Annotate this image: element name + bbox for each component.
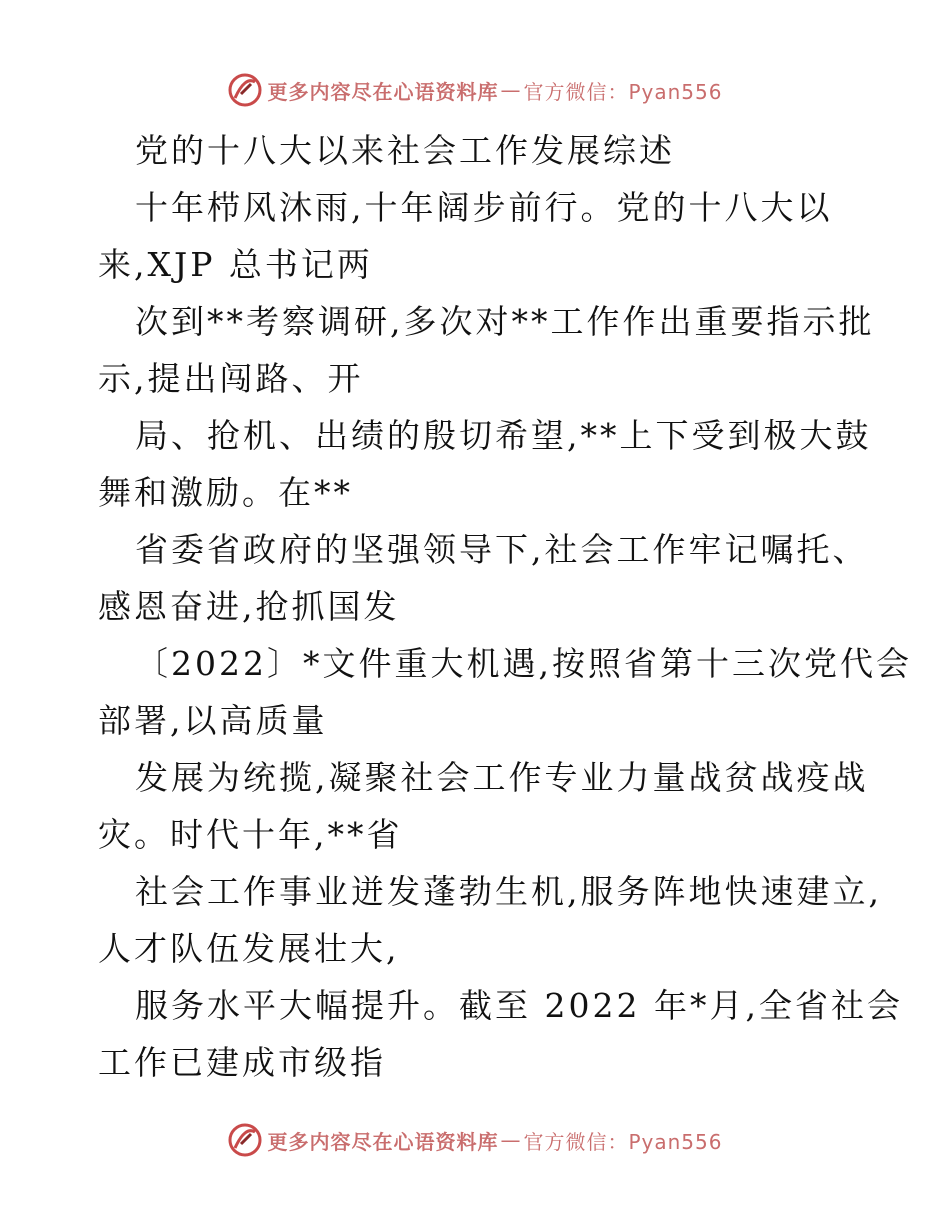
paragraph-line: 舞和激励。在** bbox=[98, 473, 353, 512]
watermark-separator: — bbox=[500, 1128, 522, 1152]
seal-logo-icon bbox=[227, 72, 263, 108]
watermark-text: 更多内容尽在心语资料库 bbox=[267, 79, 499, 104]
paragraph-line: 次到**考察调研,多次对**工作作出重要指示批 bbox=[135, 302, 875, 341]
document-body bbox=[98, 122, 912, 1091]
document-title: 党的十八大以来社会工作发展综述 bbox=[135, 131, 675, 170]
paragraph-line: 示,提出闯路、开 bbox=[98, 359, 364, 398]
paragraph-line: 省委省政府的坚强领导下,社会工作牢记嘱托、 bbox=[135, 530, 869, 569]
paragraph-line: 灾。时代十年,**省 bbox=[98, 815, 403, 854]
paragraph-line: 〔2022〕*文件重大机遇,按照省第十三次党代会 bbox=[135, 644, 912, 683]
paragraph-line: 社会工作事业迸发蓬勃生机,服务阵地快速建立, bbox=[135, 872, 882, 911]
paragraph-line: 发展为统揽,凝聚社会工作专业力量战贫战疫战 bbox=[135, 758, 869, 797]
watermark-separator: — bbox=[500, 78, 522, 102]
paragraph-line: 来,XJP 总书记两 bbox=[98, 245, 373, 284]
paragraph-line: 人才队伍发展壮大, bbox=[98, 929, 400, 968]
paragraph-line: 部署,以高质量 bbox=[98, 701, 328, 740]
watermark-contact: 官方微信：Pyan556 bbox=[523, 79, 723, 104]
paragraph-line: 局、抢机、出绩的殷切希望,**上下受到极大鼓 bbox=[135, 416, 872, 455]
paragraph-line: 服务水平大幅提升。截至 2022 年*月,全省社会 bbox=[135, 986, 903, 1025]
watermark-footer bbox=[0, 1120, 950, 1160]
watermark-contact: 官方微信：Pyan556 bbox=[523, 1129, 723, 1154]
seal-logo-icon bbox=[227, 1122, 263, 1158]
watermark-header bbox=[0, 70, 950, 110]
paragraph-line: 感恩奋进,抢抓国发 bbox=[98, 587, 400, 626]
watermark-text: 更多内容尽在心语资料库 bbox=[267, 1129, 499, 1154]
paragraph-line: 十年栉风沐雨,十年阔步前行。党的十八大以 bbox=[135, 188, 833, 227]
paragraph-line: 工作已建成市级指 bbox=[98, 1043, 386, 1082]
